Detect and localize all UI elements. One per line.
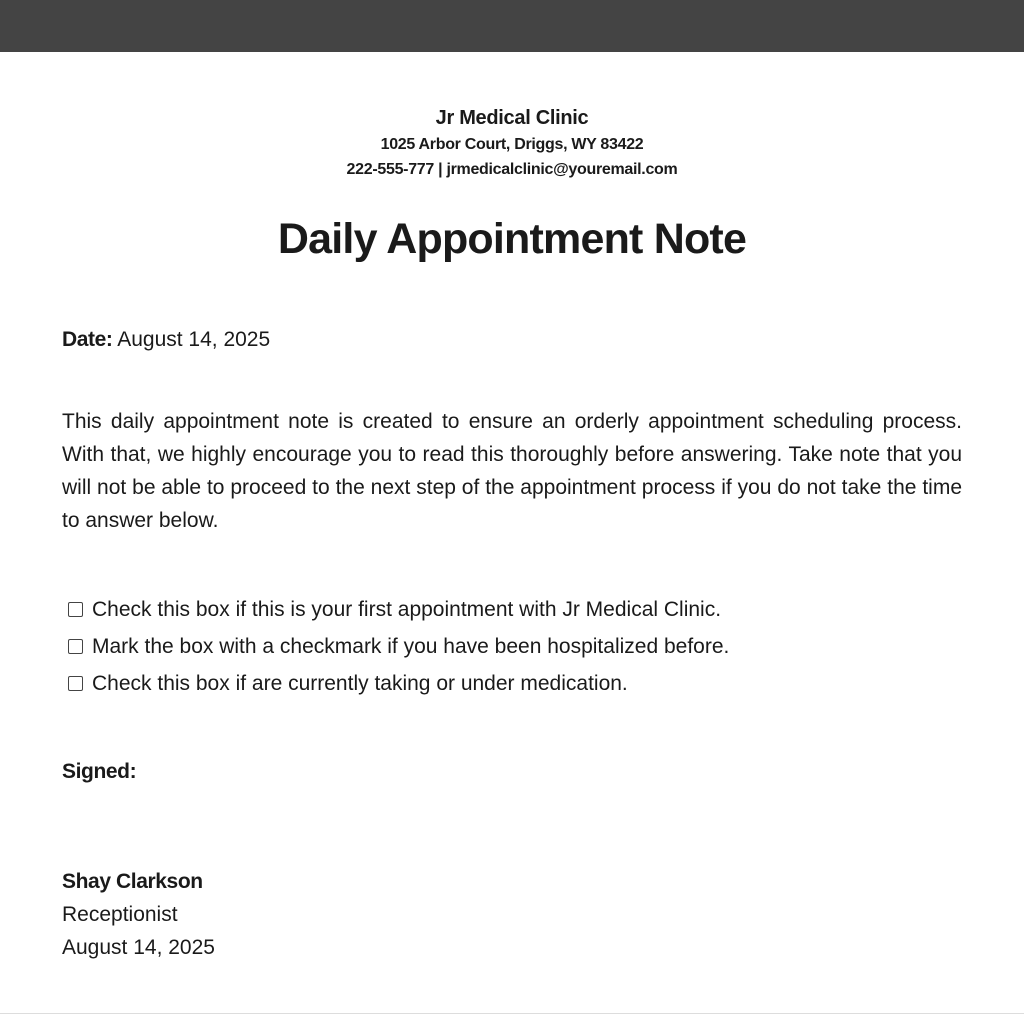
checklist: [62, 591, 962, 702]
clinic-header: [62, 104, 962, 182]
checklist-item-first-appointment: [62, 591, 962, 628]
document-page: [62, 52, 962, 964]
date-label: Date:: [62, 328, 113, 351]
checklist-item-medication: [62, 665, 962, 702]
clinic-contact: 222-555-777 | jrmedicalclinic@youremail.com: [346, 161, 678, 178]
checklist-item-label: Check this box if are currently taking or under medication.: [92, 671, 628, 695]
date-value: August 14, 2025: [117, 328, 271, 351]
date-line: [62, 325, 962, 355]
checklist-item-hospitalized: [62, 628, 962, 665]
document-title: Daily Appointment Note: [277, 215, 747, 263]
checklist-item-label: Mark the box with a checkmark if you have been hospitalized before.: [92, 634, 730, 658]
checkbox[interactable]: [68, 602, 83, 617]
checklist-item-label: Check this box if this is your first appointment with Jr Medical Clinic.: [92, 597, 722, 621]
signer-block: [62, 865, 962, 964]
signed-label: Signed:: [62, 760, 137, 783]
bottom-divider: [0, 1013, 1024, 1014]
clinic-name: Jr Medical Clinic: [435, 107, 589, 129]
checkbox[interactable]: [68, 639, 83, 654]
signer-date: August 14, 2025: [62, 936, 215, 959]
clinic-address: 1025 Arbor Court, Driggs, WY 83422: [380, 136, 644, 153]
signer-name: Shay Clarkson: [62, 870, 203, 893]
top-bar: [0, 0, 1024, 52]
intro-paragraph: This daily appointment note is created to ensure an orderly appointment scheduling process. With that, we highly encourage you to read this thoroughly before answering. Take note that you will not be able to proceed to the next step of the appointment process if you do not take the time to answer below.: [62, 410, 962, 532]
checkbox[interactable]: [68, 676, 83, 691]
signer-role: Receptionist: [62, 903, 178, 926]
